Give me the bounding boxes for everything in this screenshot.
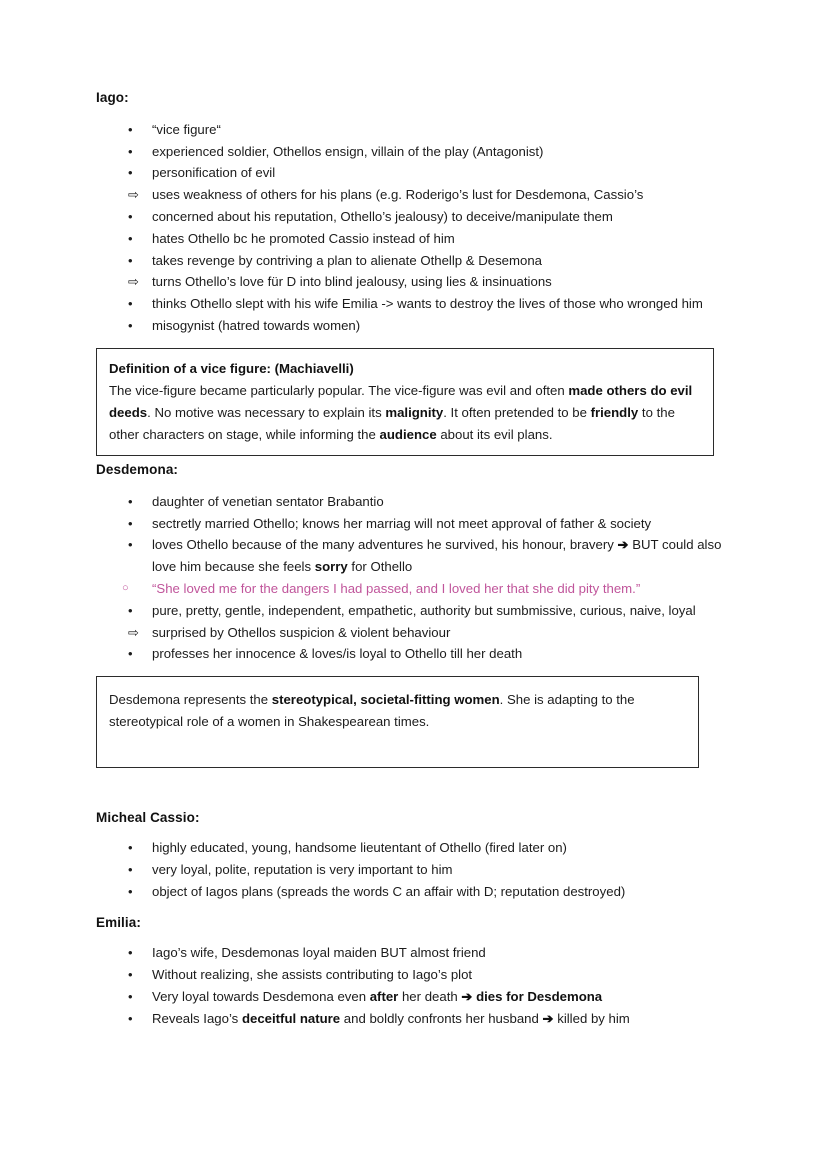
emphasis-text: deceitful nature [241,1010,341,1026]
list-item [96,119,732,141]
list-item [96,881,732,903]
list-item [96,293,732,315]
list-item [96,622,732,644]
list-item-text: Reveals Iago’s deceitful nature and boldly confronts her husband ➔ killed by him [152,1010,630,1026]
list-item-text: Iago’s wife, Desdemonas loyal maiden BUT almost friend [152,945,486,961]
arrow-bullet-icon: ⇨ [128,187,139,203]
list-item [96,837,732,859]
list-iago [96,119,732,337]
emphasis-text: audience [379,426,437,442]
list-item-text: takes revenge by contriving a plan to alienate Othellp & Desemona [152,252,542,268]
list-item [96,184,732,206]
dot-bullet-icon: • [128,296,133,312]
list-item-text: very loyal, polite, reputation is very important to him [152,861,453,877]
list-item-text: experienced soldier, Othellos ensign, villain of the play (Antagonist) [152,143,544,159]
list-item [96,491,732,513]
circle-bullet-icon: ○ [122,581,129,594]
dot-bullet-icon: • [128,1010,133,1026]
list-item-text: misogynist (hatred towards women) [152,318,361,334]
dot-bullet-icon: • [128,861,133,877]
dot-bullet-icon: • [128,121,133,137]
dot-bullet-icon: • [128,967,133,983]
emphasis-text: malignity [385,404,444,420]
list-item [96,315,732,337]
list-item-text: highly educated, young, handsome lieutentant of Othello (fired later on) [152,839,567,855]
list-item-text: sectretly married Othello; knows her marriag will not meet approval of father & society [152,515,652,531]
list-item-text: professes her innocence & loves/is loyal to Othello till her death [152,646,523,662]
list-item-text: turns Othello’s love für D into blind jealousy, using lies & insinuations [152,274,552,290]
list-item [96,141,732,163]
emphasis-text: ➔ dies for Desdemona [461,988,603,1004]
list-item-text: pure, pretty, gentle, independent, empathetic, authority but sumbmissive, curious, naive, loyal [152,602,696,618]
dot-bullet-icon: • [128,883,133,899]
list-cassio [96,837,732,902]
dot-bullet-icon: • [128,230,133,246]
callout-vice-figure [96,348,714,456]
dot-bullet-icon: • [128,988,133,1004]
desdemona-quote-text: “She loved me for the dangers I had passed, and I loved her that she did pity them.” [152,580,641,596]
list-desdemona-after [96,600,732,665]
arrow-bullet-icon: ⇨ [128,274,139,290]
heading-cassio: Micheal Cassio: [96,810,200,826]
dot-bullet-icon: • [128,209,133,225]
list-item [96,513,732,535]
emphasis-text: after [369,988,399,1004]
dot-bullet-icon: • [128,646,133,662]
list-item-text: loves Othello because of the many adventures he survived, his honour, bravery ➔ BUT could also love him because she feels sorry for Othello [152,537,722,575]
list-item [96,250,732,272]
dot-bullet-icon: • [128,165,133,181]
list-item [96,643,732,665]
list-item-text: object of Iagos plans (spreads the words C an affair with D; reputation destroyed) [152,883,626,899]
list-emilia [96,942,732,1029]
dot-bullet-icon: • [128,839,133,855]
emphasis-text: made others do evil deeds [109,382,693,420]
arrow-bullet-icon: ⇨ [128,624,139,640]
list-item-text: personification of evil [152,165,276,181]
list-item [96,859,732,881]
list-item [96,228,732,250]
heading-emilia: Emilia: [96,915,141,931]
dot-bullet-icon: • [128,602,133,618]
list-item [96,600,732,622]
list-item-text: uses weakness of others for his plans (e.g. Roderigo’s lust for Desdemona, Cassio’s [152,187,644,203]
list-item [96,986,732,1008]
dot-bullet-icon: • [128,252,133,268]
list-item [96,206,732,228]
dot-bullet-icon: • [128,945,133,961]
dot-bullet-icon: • [128,537,133,553]
list-item-text: hates Othello bc he promoted Cassio instead of him [152,230,455,246]
list-item-text: concerned about his reputation, Othello’s jealousy) to deceive/manipulate them [152,209,613,225]
emphasis-text: ➔ [617,537,629,553]
list-item [96,1008,732,1030]
emphasis-text: ➔ [542,1010,554,1026]
dot-bullet-icon: • [128,493,133,509]
document-body [96,90,732,1029]
list-item-text: daughter of venetian sentator Brabantio [152,493,384,509]
callout-vice-title: Definition of a vice figure: (Machiavelli) [109,360,354,376]
heading-iago: Iago: [96,90,129,105]
emphasis-text: stereotypical, societal-fitting women [271,692,500,708]
list-item-text: Without realizing, she assists contributing to Iago’s plot [152,967,473,983]
emphasis-text: friendly [590,404,639,420]
list-item-text: Very loyal towards Desdemona even after her death ➔ dies for Desdemona [152,988,603,1004]
list-item-text: “vice figure“ [152,121,221,137]
list-item-text: surprised by Othellos suspicion & violent behaviour [152,624,451,640]
list-item [96,942,732,964]
callout-desdemona-body: Desdemona represents the stereotypical, societal-fitting women. She is adapting to the stereotypical role of a women in Shakespearean times. [109,692,635,730]
list-item [96,271,732,293]
emphasis-text: sorry [314,559,348,575]
list-item [96,964,732,986]
callout-vice-body: The vice-figure became particularly popular. The vice-figure was evil and often made others do evil deeds. No motive was necessary to explain its malignity. It often pretended to be friendly to the other characters on stage, while informing the audience about its evil plans. [109,382,693,442]
dot-bullet-icon: • [128,318,133,334]
list-desdemona [96,491,732,578]
heading-desdemona: Desdemona: [96,461,179,477]
list-item [96,534,732,578]
list-desdemona-quote [96,578,732,600]
quote-list-item [96,578,732,600]
callout-desdemona [96,676,699,768]
list-item [96,162,732,184]
list-item-text: thinks Othello slept with his wife Emilia -> wants to destroy the lives of those who wronged him [152,296,703,312]
dot-bullet-icon: • [128,515,133,531]
dot-bullet-icon: • [128,143,133,159]
